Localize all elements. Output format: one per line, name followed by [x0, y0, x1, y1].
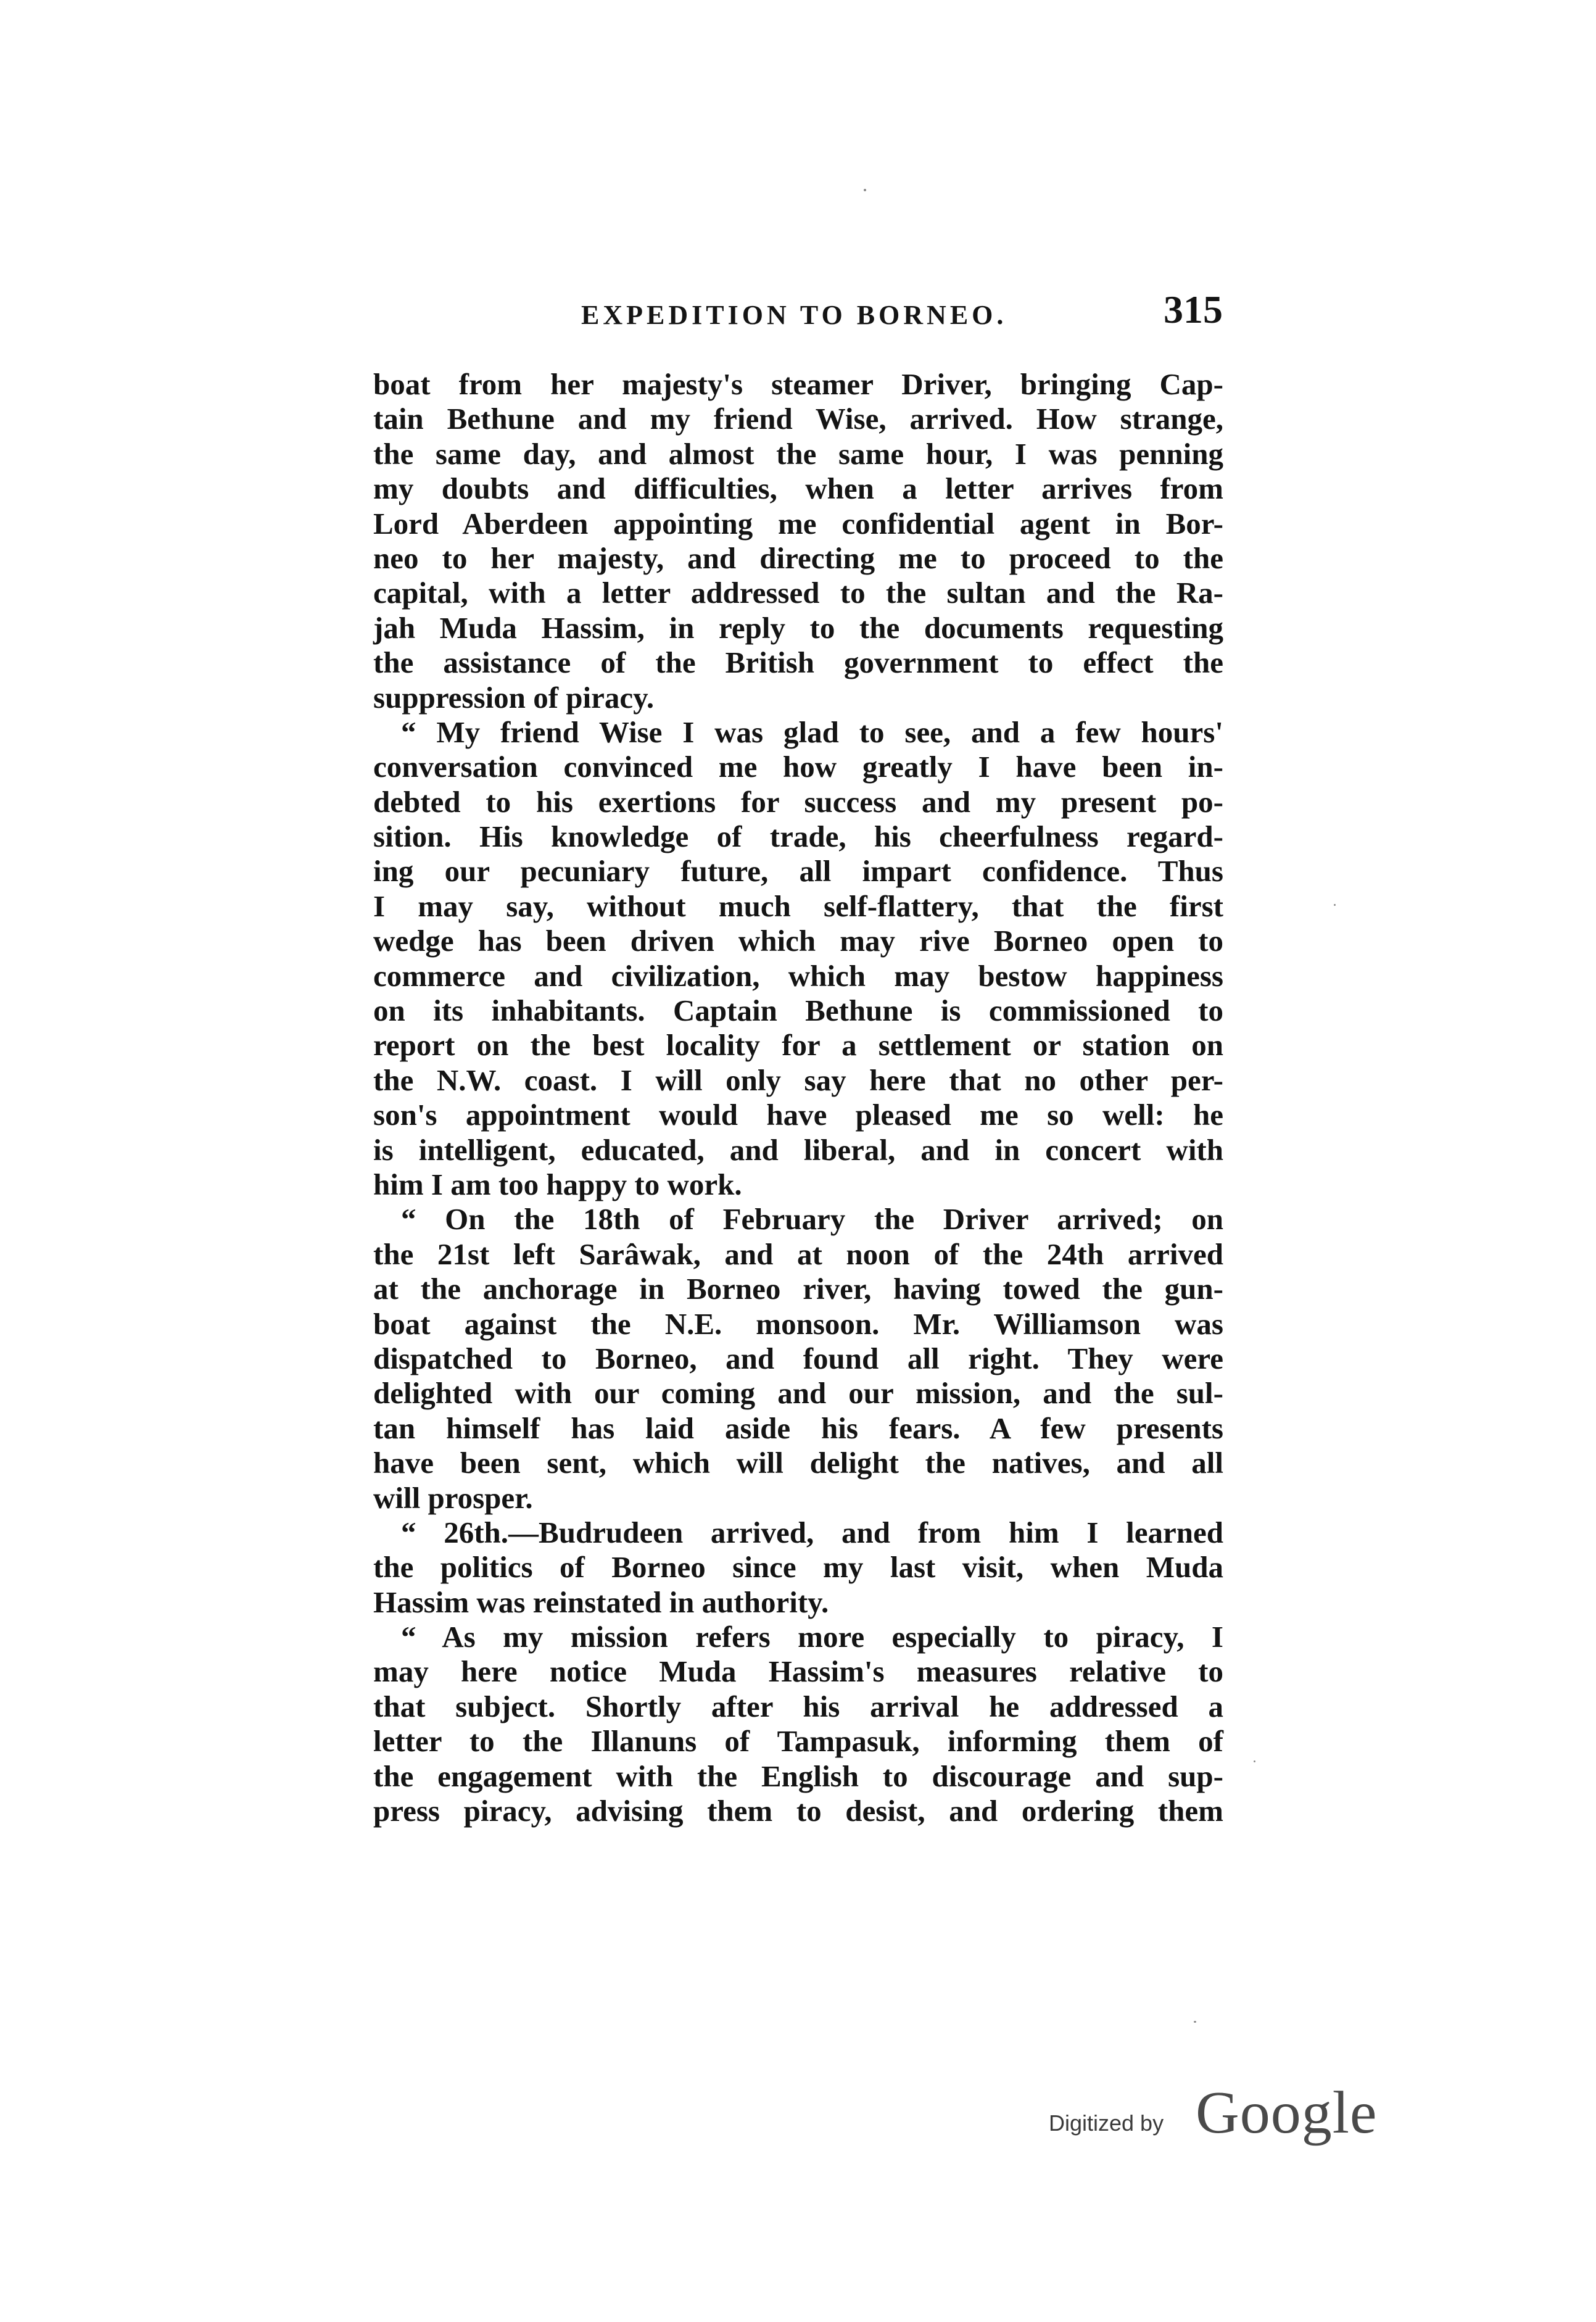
scan-speck [1194, 2021, 1196, 2023]
text-line: at the anchorage in Borneo river, having towed the gun- [373, 1272, 1223, 1306]
body-text [373, 367, 1223, 1828]
text-line: “ My friend Wise I was glad to see, and a few hours' [401, 715, 1223, 749]
text-line: tain Bethune and my friend Wise, arrived. How strange, [373, 402, 1223, 436]
text-line: letter to the Illanuns of Tampasuk, informing them of [373, 1724, 1223, 1759]
text-line: will prosper. [373, 1480, 533, 1515]
running-head [378, 287, 1223, 336]
text-line: “ 26th.—Budrudeen arrived, and from him I learned [401, 1515, 1223, 1549]
text-line: son's appointment would have pleased me so well: he [373, 1098, 1223, 1132]
text-line: him I am too happy to work. [373, 1167, 742, 1201]
text-line: have been sent, which will delight the natives, and all [373, 1446, 1223, 1480]
text-line: sition. His knowledge of trade, his cheerfulness regard- [373, 819, 1223, 854]
text-line: I may say, without much self-flattery, that the first [373, 889, 1223, 923]
scan-speck [1334, 904, 1336, 906]
watermark-prefix: Digitized by [1049, 2110, 1164, 2136]
text-line: dispatched to Borneo, and found all right. They were [373, 1341, 1223, 1375]
text-line: boat against the N.E. monsoon. Mr. Williamson was [373, 1306, 1223, 1341]
text-line: my doubts and difficulties, when a letter arrives from [373, 471, 1223, 506]
text-line: the N.W. coast. I will only say here that no other per- [373, 1063, 1223, 1097]
text-line: the engagement with the English to discourage and sup- [373, 1759, 1223, 1793]
text-line: tan himself has laid aside his fears. A few presents [373, 1411, 1223, 1445]
text-line: conversation convinced me how greatly I have been in- [373, 750, 1223, 784]
google-watermark [1049, 2078, 1394, 2146]
text-line: suppression of piracy. [373, 680, 655, 715]
text-line: ing our pecuniary future, all impart confidence. Thus [373, 854, 1223, 889]
text-line: the same day, and almost the same hour, I was penning [373, 436, 1223, 471]
scan-speck [1254, 1760, 1255, 1762]
text-line: press piracy, advising them to desist, and ordering them [373, 1794, 1223, 1828]
running-title: EXPEDITION TO BORNEO. [581, 300, 1007, 330]
text-line: “ As my mission refers more especially to piracy, I [401, 1620, 1223, 1654]
text-line: the politics of Borneo since my last visit, when Muda [373, 1550, 1223, 1585]
text-line: report on the best locality for a settlement or station on [373, 1028, 1223, 1063]
text-line: Hassim was reinstated in authority. [373, 1585, 829, 1619]
text-line: delighted with our coming and our mission, and the sul- [373, 1376, 1223, 1411]
text-line: Lord Aberdeen appointing me confidential agent in Bor- [373, 506, 1223, 541]
google-logo: Google [1196, 2079, 1378, 2146]
text-line: commerce and civilization, which may bestow happiness [373, 958, 1223, 993]
text-line: on its inhabitants. Captain Bethune is commissioned to [373, 993, 1223, 1028]
text-line: “ On the 18th of February the Driver arrived; on [401, 1202, 1223, 1237]
text-line: jah Muda Hassim, in reply to the documents requesting [373, 610, 1223, 645]
text-line: boat from her majesty's steamer Driver, bringing Cap- [373, 367, 1223, 401]
text-line: wedge has been driven which may rive Borneo open to [373, 924, 1223, 958]
page-number: 315 [1164, 288, 1223, 331]
text-line: may here notice Muda Hassim's measures relative to [373, 1654, 1223, 1689]
text-line: the assistance of the British government to effect the [373, 645, 1223, 680]
text-line: capital, with a letter addressed to the sultan and the Ra- [373, 576, 1223, 610]
text-line: that subject. Shortly after his arrival he addressed a [373, 1689, 1223, 1723]
text-line: debted to his exertions for success and my present po- [373, 784, 1223, 819]
scan-speck [864, 189, 866, 191]
text-line: is intelligent, educated, and liberal, and in concert with [373, 1132, 1223, 1167]
text-line: neo to her majesty, and directing me to proceed to the [373, 541, 1223, 575]
text-line: the 21st left Sarâwak, and at noon of the 24th arrived [373, 1237, 1223, 1271]
